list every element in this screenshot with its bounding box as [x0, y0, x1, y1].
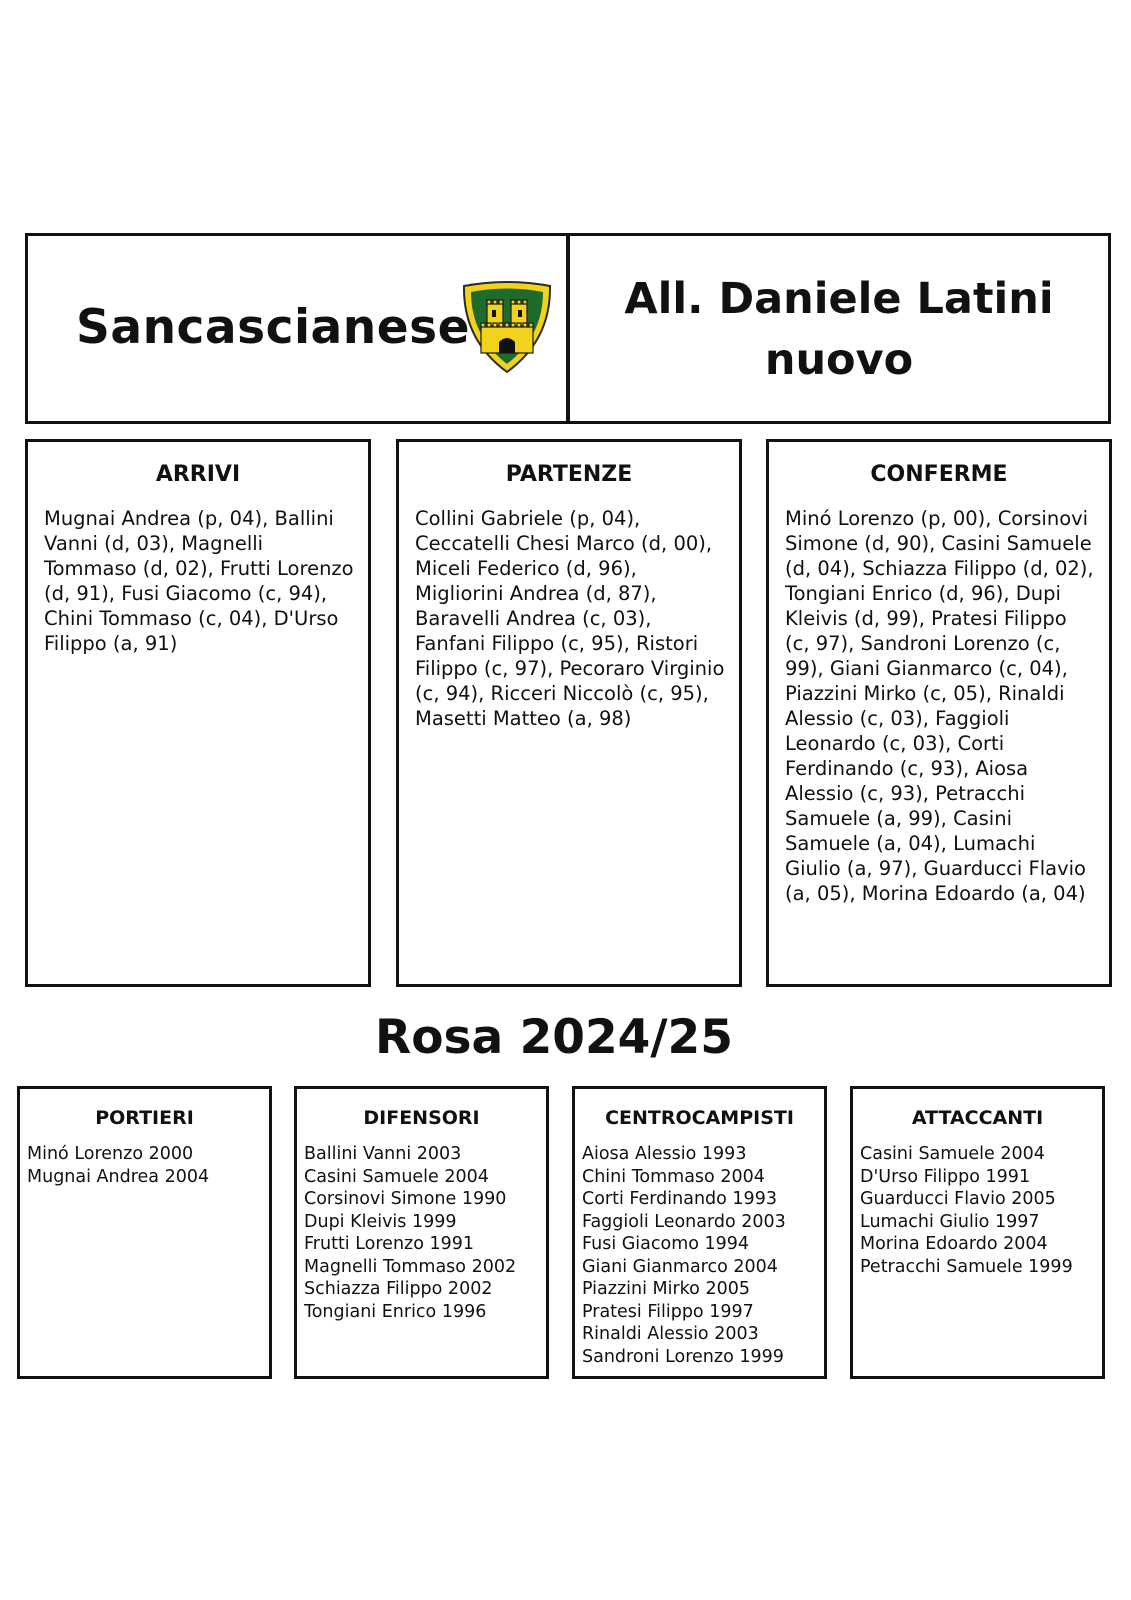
coach-title [570, 269, 1108, 391]
arrivi-panel [25, 439, 371, 987]
player-item: Lumachi Giulio 1997 [860, 1211, 1040, 1232]
player-item: Petracchi Samuele 1999 [860, 1256, 1073, 1277]
conferme-panel [766, 439, 1112, 987]
coach-status: nuovo [764, 335, 914, 385]
player-item: Casini Samuele 2004 [860, 1144, 1045, 1164]
coach-name: All. Daniele Latini [624, 274, 1054, 324]
player-item: Pratesi Filippo 1997 [582, 1301, 754, 1322]
team-header-box [25, 233, 569, 424]
player-item: Mugnai Andrea 2004 [27, 1166, 210, 1187]
conferme-title: CONFERME [870, 462, 1008, 487]
player-item: Chini Tommaso 2004 [582, 1166, 765, 1187]
attaccanti-list [860, 1143, 1098, 1278]
castle-crest-icon [460, 280, 554, 376]
player-item: Tongiani Enrico 1996 [304, 1301, 487, 1322]
centrocampisti-list [582, 1143, 820, 1368]
partenze-list: Collini Gabriele (p, 04), Ceccatelli Chesi Marco (d, 00), Miceli Federico (d, 96), Migliorini Andrea (d, 87), Baravelli Andrea (c, 03), Fanfani Filippo (c, 95), Ristori Filippo (c, 97), Pecoraro Virginio (c, 94), Ricceri Niccolò (c, 95), Masetti Matteo (a, 98) [415, 507, 725, 730]
player-item: D'Urso Filippo 1991 [860, 1166, 1031, 1187]
player-item: Sandroni Lorenzo 1999 [582, 1346, 784, 1367]
difensori-panel [294, 1086, 549, 1379]
player-item: Aiosa Alessio 1993 [582, 1144, 747, 1164]
player-item: Frutti Lorenzo 1991 [304, 1234, 475, 1254]
team-name: Sancascianese [76, 300, 470, 355]
difensori-title: DIFENSORI [363, 1107, 480, 1129]
player-item: Minó Lorenzo 2000 [27, 1144, 194, 1164]
partenze-panel [396, 439, 742, 987]
attaccanti-panel [850, 1086, 1105, 1379]
player-item: Faggioli Leonardo 2003 [582, 1211, 786, 1232]
player-item: Schiazza Filippo 2002 [304, 1279, 493, 1299]
player-item: Corti Ferdinando 1993 [582, 1189, 777, 1209]
difensori-list [304, 1143, 542, 1323]
player-item: Piazzini Mirko 2005 [582, 1279, 750, 1299]
portieri-title: PORTIERI [95, 1107, 194, 1129]
player-item: Corsinovi Simone 1990 [304, 1189, 507, 1209]
conferme-list: Minó Lorenzo (p, 00), Corsinovi Simone (d, 90), Casini Samuele (d, 04), Schiazza Filippo (d, 02), Tongiani Enrico (d, 96), Dupi Kleivis (d, 99), Pratesi Filippo (c, 97), Sandroni Lorenzo (c, 99), Giani Gianmarco (c, 04), Piazzini Mirko (c, 05), Rinaldi Alessio (c, 03), Faggioli Leonardo (c, 03), Corti Ferdinando (c, 93), Aiosa Alessio (c, 93), Petracchi Samuele (a, 99), Casini Samuele (a, 04), Lumachi Giulio (a, 97), Guarducci Flavio (a, 05), Morina Edoardo (a, 04) [785, 507, 1094, 905]
player-item: Ballini Vanni 2003 [304, 1144, 462, 1164]
player-item: Rinaldi Alessio 2003 [582, 1324, 759, 1344]
portieri-list [27, 1143, 265, 1188]
player-item: Guarducci Flavio 2005 [860, 1189, 1056, 1209]
centrocampisti-panel [572, 1086, 827, 1379]
coach-header-box [567, 233, 1111, 424]
player-item: Giani Gianmarco 2004 [582, 1256, 778, 1277]
player-item: Dupi Kleivis 1999 [304, 1211, 457, 1232]
player-item: Morina Edoardo 2004 [860, 1234, 1048, 1254]
centrocampisti-title: CENTROCAMPISTI [605, 1107, 794, 1129]
rosa-title: Rosa 2024/25 [375, 1010, 733, 1065]
arrivi-list: Mugnai Andrea (p, 04), Ballini Vanni (d, 03), Magnelli Tommaso (d, 02), Frutti Lorenzo (d, 91), Fusi Giacomo (c, 94), Chini Tommaso (c, 04), D'Urso Filippo (a, 91) [44, 507, 354, 655]
player-item: Magnelli Tommaso 2002 [304, 1256, 517, 1277]
player-item: Casini Samuele 2004 [304, 1166, 489, 1187]
arrivi-title: ARRIVI [155, 462, 241, 487]
portieri-panel [17, 1086, 272, 1379]
player-item: Fusi Giacomo 1994 [582, 1234, 750, 1254]
attaccanti-title: ATTACCANTI [911, 1107, 1044, 1129]
partenze-title: PARTENZE [505, 462, 633, 487]
